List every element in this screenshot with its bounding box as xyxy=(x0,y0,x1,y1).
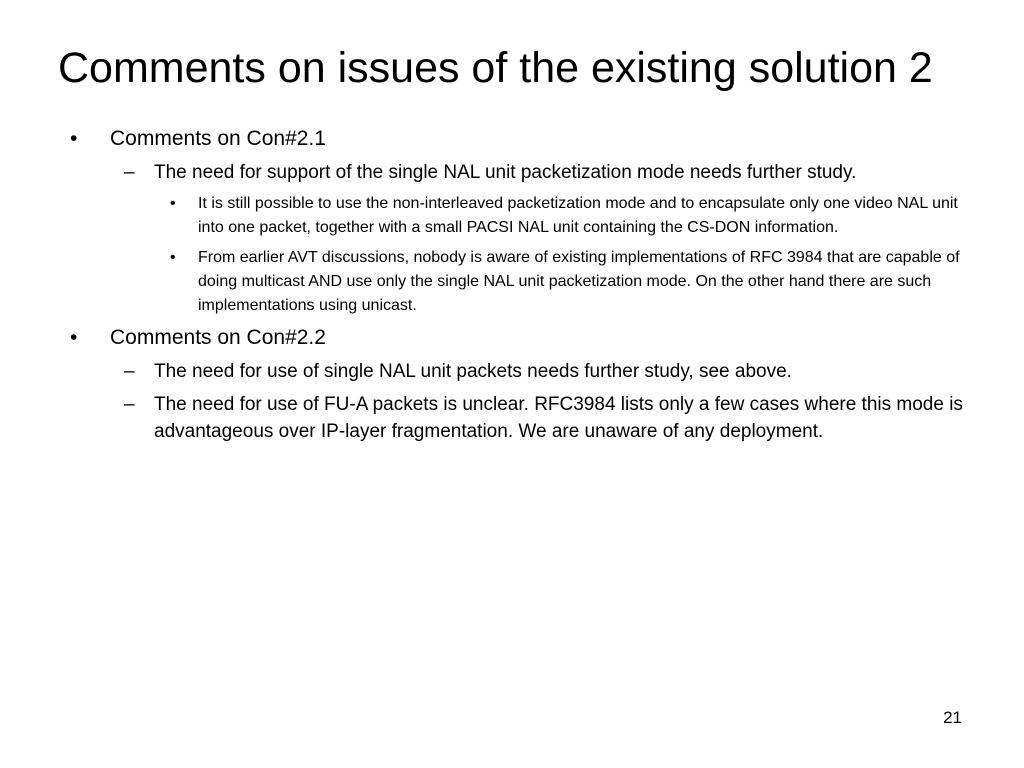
bullet-text: Comments on Con#2.1 xyxy=(110,127,326,150)
sub-sub-bullet-text: It is still possible to use the non-interleaved packetization mode and to encapsulate only one video NAL unit into one packet, together with a small PACSI NAL unit containing the CS-DON information. xyxy=(198,195,958,236)
slide-content xyxy=(70,125,965,451)
slide-title: Comments on issues of the existing solution 2 xyxy=(58,44,933,92)
sub-sub-bullet-text: From earlier AVT discussions, nobody is aware of existing implementations of RFC 3984 that are capable of doing multicast AND use only the single NAL unit packetization mode. On the other hand there are such implementations using unicast. xyxy=(198,249,960,314)
sub-bullet-text: The need for support of the single NAL unit packetization mode needs further study. xyxy=(154,162,857,183)
page-number: 21 xyxy=(943,708,962,727)
sub-bullet-text: The need for use of single NAL unit packets needs further study, see above. xyxy=(154,361,792,382)
bullet-marker: • xyxy=(170,195,176,212)
bullet-marker: • xyxy=(70,326,78,349)
bullet-comments-con-2-2 xyxy=(70,324,965,352)
bullet-text: Comments on Con#2.2 xyxy=(110,326,326,349)
sub-sub-bullet xyxy=(170,246,965,318)
sub-bullet xyxy=(124,358,965,385)
dash-marker: – xyxy=(124,162,135,183)
sub-sub-bullet xyxy=(170,192,965,240)
sub-bullet-text: The need for use of FU-A packets is unclear. RFC3984 lists only a few cases where this mode is advantageous over IP-layer fragmentation. We are unaware of any deployment. xyxy=(154,394,963,442)
bullet-marker: • xyxy=(170,249,176,266)
sub-bullet xyxy=(124,159,965,186)
sub-bullet xyxy=(124,391,965,445)
dash-marker: – xyxy=(124,361,135,382)
bullet-comments-con-2-1 xyxy=(70,125,965,153)
dash-marker: – xyxy=(124,394,135,415)
bullet-marker: • xyxy=(70,127,78,150)
